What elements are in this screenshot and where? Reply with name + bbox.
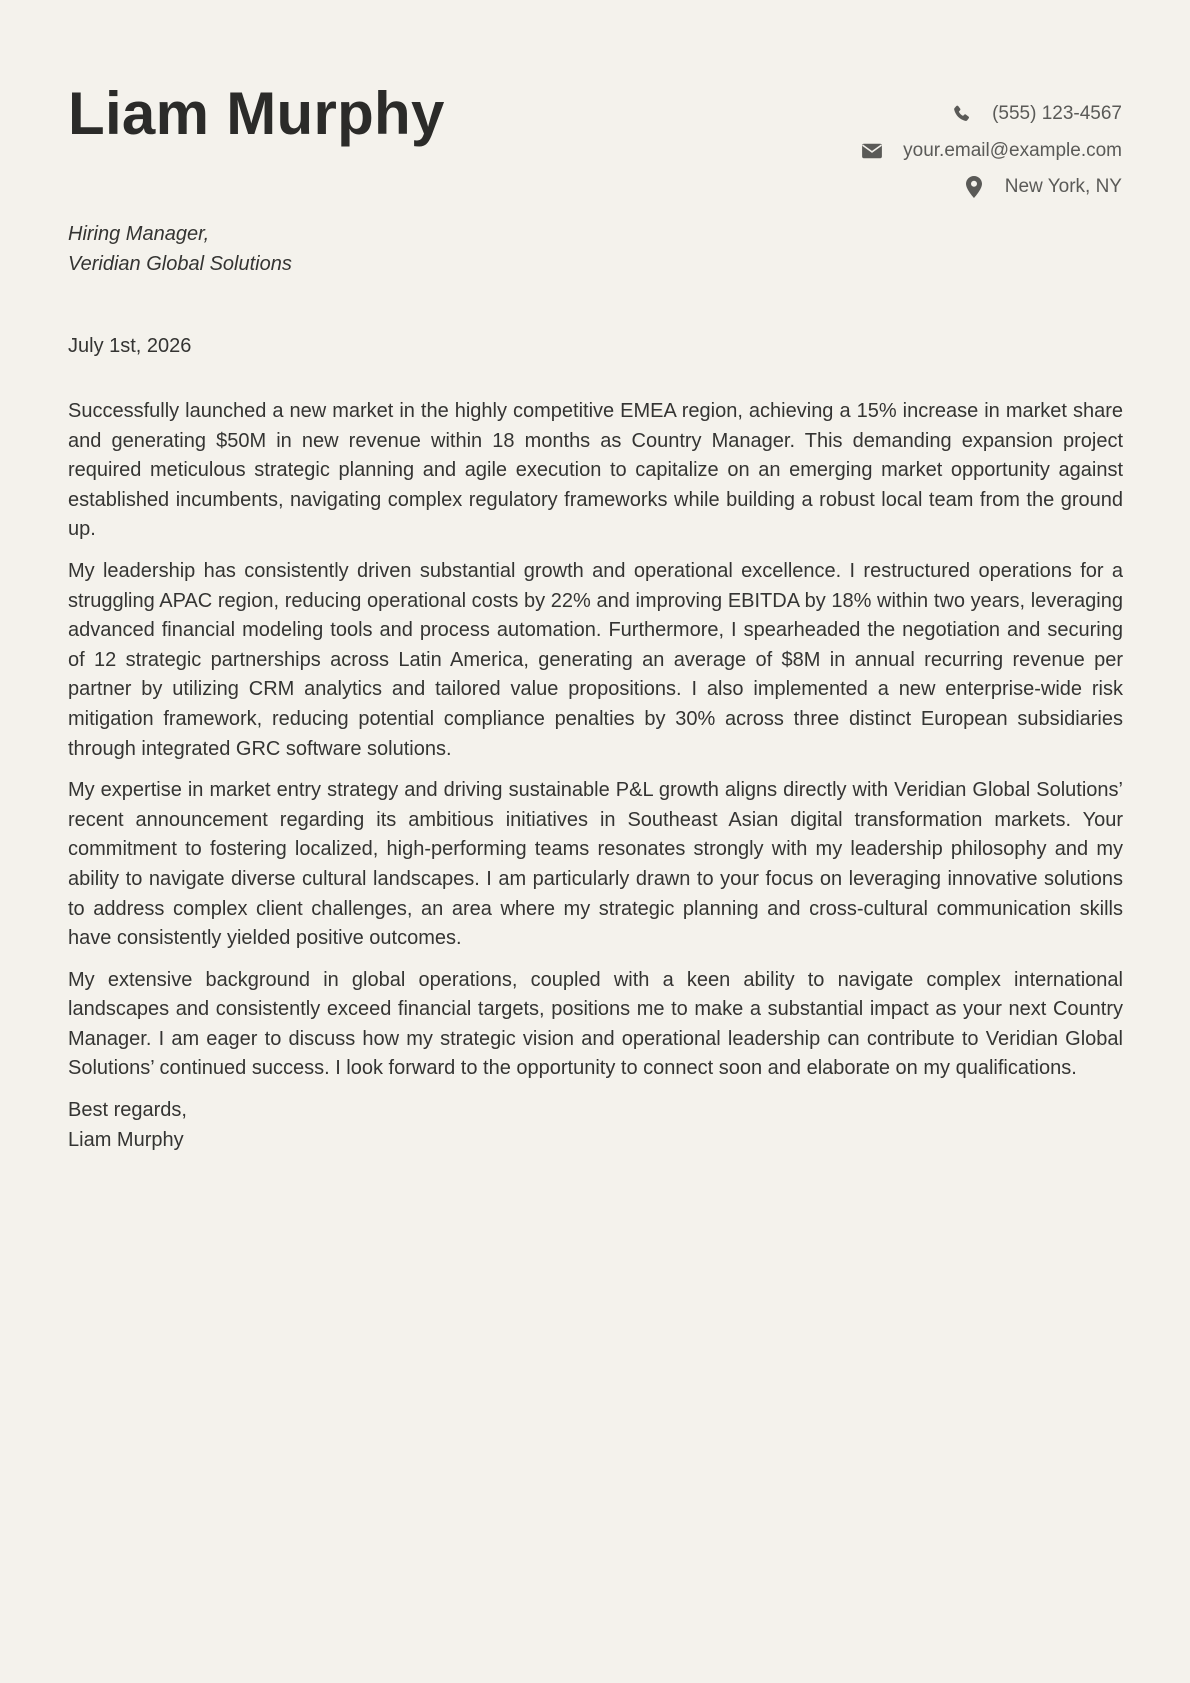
body-paragraph-2: My leadership has consistently driven substantial growth and operational excellence. I restructured operations for a struggling APAC region, reducing operational costs by 22% and improving EBITDA by 18% within two years, leveraging advanced financial modeling tools and process automation. Furthermore, I spearheaded the negotiation and securing of 12 strategic partnerships across Latin America, generating an average of $8M in annual recurring revenue per partner by utilizing CRM analytics and tailored value propositions. I also implemented a new enterprise-wide risk mitigation framework, reducing potential compliance penalties by 30% across three distinct European subsidiaries through integrated GRC software solutions. xyxy=(68,559,1123,760)
map-pin-icon xyxy=(963,176,985,198)
contact-phone: (555) 123-4567 xyxy=(992,103,1122,125)
closing-block xyxy=(68,1096,1123,1155)
body-paragraph-3: My expertise in market entry strategy and driving sustainable P&L growth aligns directly with Veridian Global Solutions’ recent announcement regarding its ambitious initiatives in Southeast Asian digital transformation markets. Your commitment to fostering localized, high-performing teams resonates strongly with my leadership philosophy and my ability to navigate diverse cultural landscapes. I am particularly drawn to your focus on leveraging innovative solutions to address complex client challenges, an area where my strategic planning and cross-cultural communication skills have consistently yielded positive outcomes. xyxy=(68,779,1123,950)
body-paragraph-1: Successfully launched a new market in the highly competitive EMEA region, achieving a 15% increase in market share and generating $50M in new revenue within 18 months as Country Manager. This demanding expansion project required meticulous strategic planning and agile execution to capitalize on an emerging market opportunity against established incumbents, navigating complex regulatory frameworks while building a robust local team from the ground up. xyxy=(68,400,1123,541)
contact-location: New York, NY xyxy=(1004,176,1122,198)
phone-icon xyxy=(950,103,972,125)
contact-email: your.email@example.com xyxy=(903,139,1122,161)
recipient-block xyxy=(68,220,292,279)
contact-email-row xyxy=(861,133,1122,170)
closing-salutation: Best regards, xyxy=(68,1099,187,1122)
applicant-name: Liam Murphy xyxy=(68,80,445,147)
envelope-icon xyxy=(861,140,883,162)
letter-date: July 1st, 2026 xyxy=(68,335,192,357)
closing-signature: Liam Murphy xyxy=(68,1128,184,1151)
body-paragraph-4: My extensive background in global operations, coupled with a keen ability to navigate complex international landscapes and consistently exceed financial targets, positions me to make a substantial impact as your next Country Manager. I am eager to discuss how my strategic vision and operational leadership can contribute to Veridian Global Solutions’ continued success. I look forward to the opportunity to connect soon and elaborate on my qualifications. xyxy=(68,968,1123,1080)
letter-body xyxy=(68,397,1123,1155)
recipient-company: Veridian Global Solutions xyxy=(68,252,292,275)
contact-block xyxy=(861,96,1122,206)
contact-location-row xyxy=(861,169,1122,206)
recipient-title: Hiring Manager, xyxy=(68,223,210,245)
contact-phone-row xyxy=(861,96,1122,133)
